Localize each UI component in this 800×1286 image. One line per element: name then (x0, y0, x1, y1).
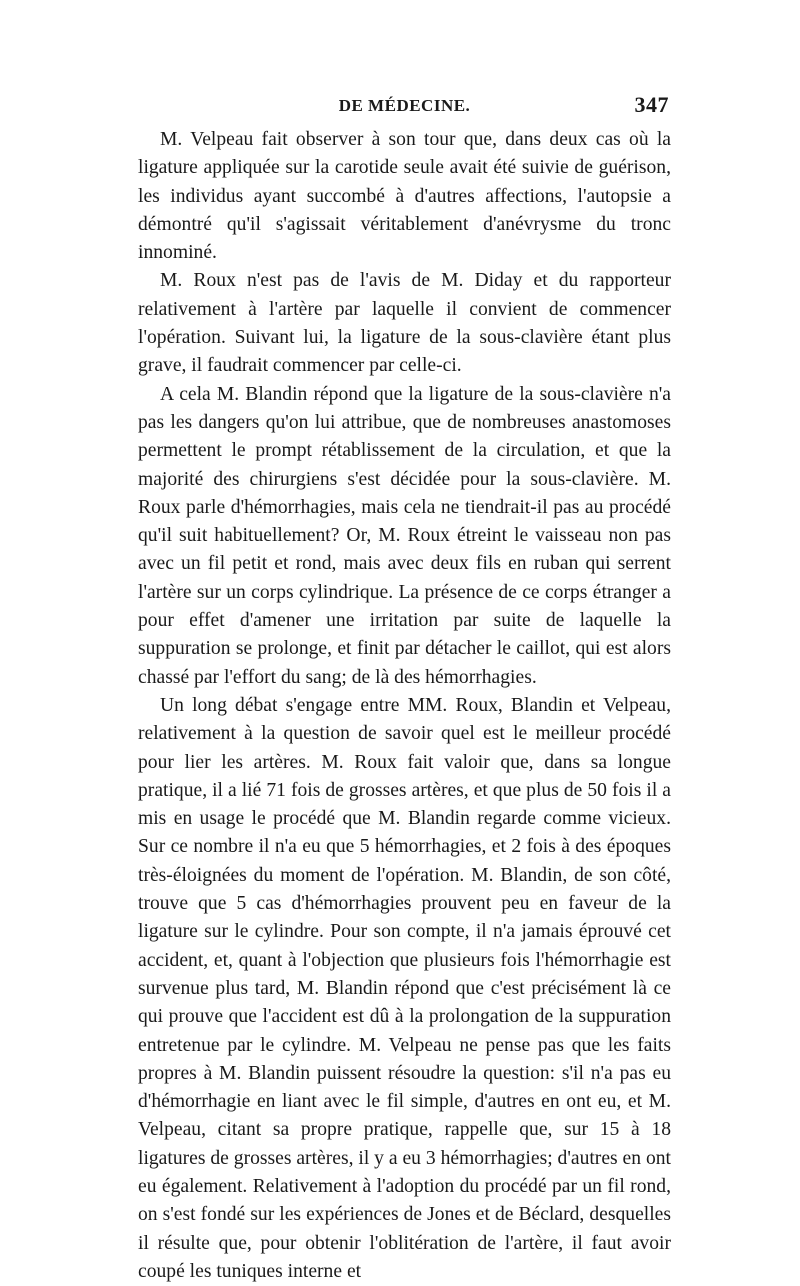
running-head (138, 92, 671, 126)
paragraph-blandin: A cela M. Blandin répond que la ligature de la sous-clavière n'a pas les dangers qu'on lui attribue, que de nombreuses anastomoses permettent le prompt rétablissement de la circulation, et que la majorité des chirurgiens s'est décidée pour la sous-clavière. M. Roux parle d'hémorrhagies, mais cela ne tiendrait-il pas au procédé qu'il suit habituellement? Or, M. Roux étreint le vaisseau non pas avec un fil petit et rond, mais avec deux fils en ruban qui serrent l'artère sur un corps cylindrique. La présence de ce corps étranger a pour effet d'amener une irritation par suite de laquelle la suppuration se prolonge, et finit par détacher le caillot, qui est alors chassé par l'effort du sang; de là des hémorrhagies. (138, 383, 671, 688)
body-text (138, 126, 671, 1286)
paragraph-debate: Un long débat s'engage entre MM. Roux, Blandin et Velpeau, relativement à la question de savoir quel est le meilleur procédé pour lier les artères. M. Roux fait valoir que, dans sa longue pratique, il a lié 71 fois de grosses artères, et que plus de 50 fois il a mis en usage le procédé que M. Blandin regarde comme vicieux. Sur ce nombre il n'a eu que 5 hémorrhagies, et 2 fois à des époques très-éloignées du moment de l'opération. M. Blandin, de son côté, trouve que 5 cas d'hémorrhagies prouvent peu en faveur de la ligature sur le cylindre. Pour son compte, il n'a jamais éprouvé cet accident, et, quant à l'objection que plusieurs fois l'hémorrhagie est survenue plus tard, M. Blandin répond que c'est précisément là ce qui prouve que l'accident est dû à la prolongation de la suppuration entretenue par le cylindre. M. Velpeau ne pense pas que les faits propres à M. Blandin puissent résoudre la question: s'il n'a pas eu d'hémorrhagie en liant avec le fil simple, d'autres en ont eu, et M. Velpeau, citant sa propre pratique, rappelle que, sur 15 à 18 ligatures de grosses artères, il y a eu 3 hémorrhagies; d'autres en ont eu également. Relativement à l'adoption du procédé par un fil rond, on s'est fondé sur les expériences de Jones et de Béclard, desquelles il résulte que, pour obtenir l'oblitération de l'artère, il faut avoir coupé les tuniques interne et (138, 694, 671, 1282)
document-page (138, 92, 671, 1286)
page-number: 347 (634, 92, 669, 117)
paragraph-velpeau: M. Velpeau fait observer à son tour que, dans deux cas où la ligature appliquée sur la carotide seule avait été suivie de guérison, les individus ayant succombé à d'autres affections, l'autopsie a démontré qu'il s'agissait véritablement d'anévrysme du tronc innominé. (138, 129, 671, 264)
paragraph-roux: M. Roux n'est pas de l'avis de M. Diday et du rapporteur relativement à l'artère par laquelle il convient de commencer l'opération. Suivant lui, la ligature de la sous-clavière étant plus grave, il faudrait commencer par celle-ci. (138, 270, 671, 377)
running-title: DE MÉDECINE. (338, 96, 471, 115)
